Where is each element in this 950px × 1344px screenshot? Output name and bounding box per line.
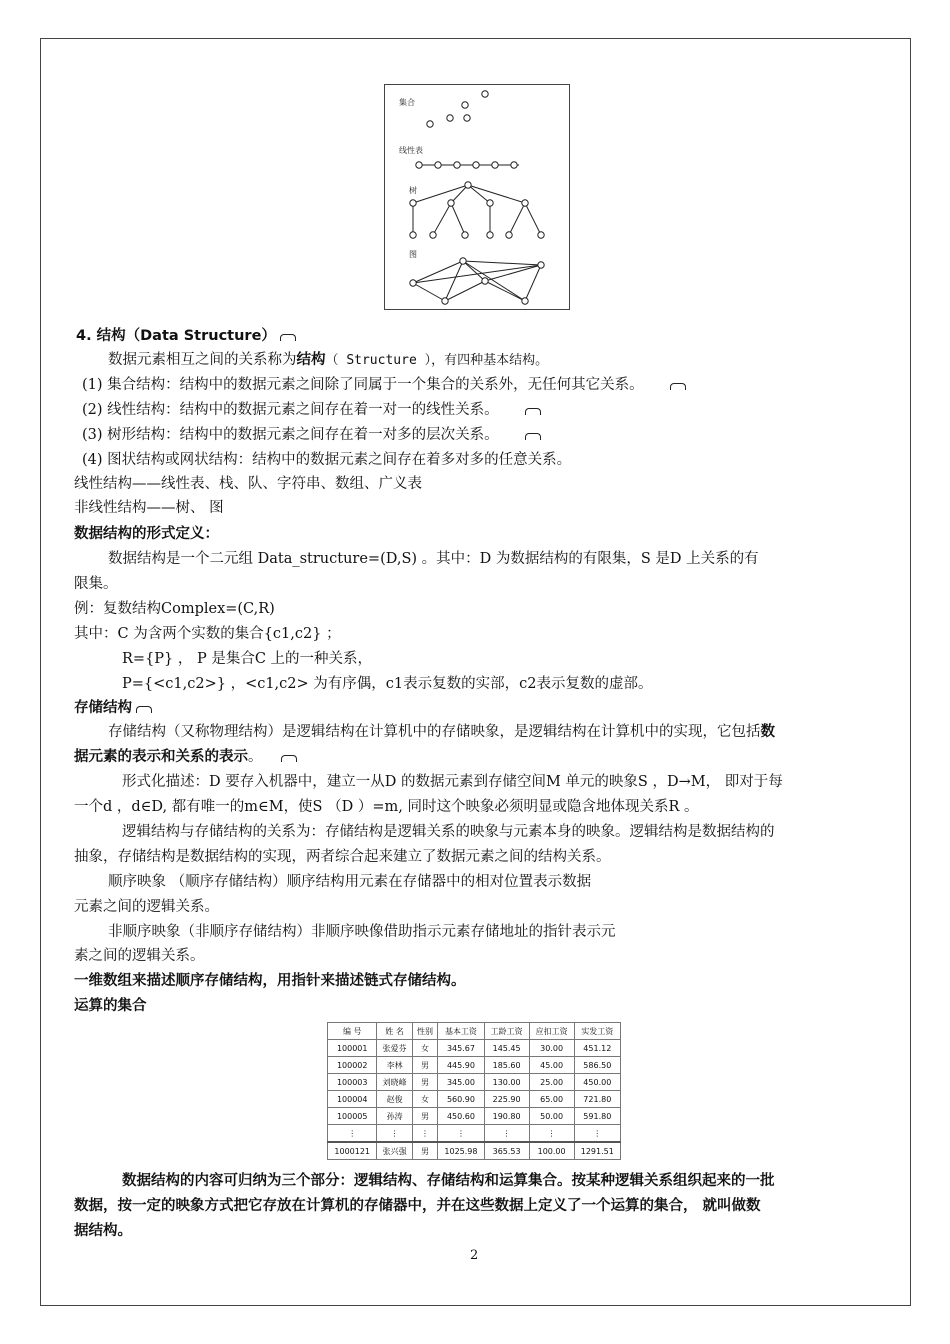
table-row: 100003 刘晓峰 男 345.00 130.00 25.00 450.00 bbox=[328, 1074, 621, 1091]
storage-p4-line1: 顺序映象 （顺序存储结构）顺序结构用元素在存储器中的相对位置表示数据 bbox=[108, 874, 592, 890]
set-node bbox=[462, 102, 468, 108]
nonlinear-structures: 非线性结构——树、 图 bbox=[74, 500, 224, 516]
storage-p2-line2: 一个d ，d∈D, 都有唯一的m∈M，使S （D ）=m, 同时这个映象必须明显或隐含地体现关系R 。 bbox=[74, 799, 699, 815]
storage-p1-line2: 据元素的表示和关系的表示。 bbox=[74, 747, 297, 767]
ops-title: 运算的集合 bbox=[74, 998, 147, 1014]
list-item-tree: (3) 树形结构：结构中的数据元素之间存在着一对多的层次关系。 bbox=[82, 425, 541, 445]
table-row: 100001 张爱芬 女 345.67 145.45 30.00 451.12 bbox=[328, 1040, 621, 1057]
storage-p2-line1: 形式化描述：D 要存入机器中，建立一从D 的数据元素到存储空间M 单元的映象S ，D→M， 即对于每 bbox=[122, 774, 783, 790]
structure-types-figure bbox=[384, 84, 570, 310]
storage-p4-line2: 元素之间的逻辑关系。 bbox=[74, 899, 219, 915]
edit-mark-icon bbox=[136, 706, 152, 713]
page-number: 2 bbox=[470, 1248, 479, 1263]
table-row: 100002 李林 男 445.90 185.60 45.00 586.50 bbox=[328, 1057, 621, 1074]
edit-mark-icon bbox=[525, 408, 541, 415]
structure-diagram bbox=[385, 85, 571, 311]
summary-line-1: 数据结构的内容可归纳为三个部分：逻辑结构、存储结构和运算集合。按某种逻辑关系组织起来的一批 bbox=[122, 1173, 775, 1189]
table-header: 姓 名 bbox=[377, 1023, 412, 1040]
storage-p3-line1: 逻辑结构与存储结构的关系为：存储结构是逻辑关系的映象与元素本身的映象。逻辑结构是数据结构的 bbox=[122, 824, 775, 840]
label-tree: 树 bbox=[409, 186, 417, 195]
edit-mark-icon bbox=[280, 334, 296, 341]
label-linear: 线性表 bbox=[399, 146, 423, 155]
storage-p6: 一维数组来描述顺序存储结构，用指针来描述链式存储结构。 bbox=[74, 973, 466, 989]
list-item-set: (1) 集合结构：结构中的数据元素之间除了同属于一个集合的关系外，无任何其它关系。 bbox=[82, 375, 686, 395]
set-node bbox=[464, 115, 470, 121]
summary-line-2: 数据，按一定的映象方式把它存放在计算机的存储器中，并在这些数据上定义了一个运算的集合， 就叫做数 bbox=[74, 1198, 761, 1214]
set-node bbox=[482, 91, 488, 97]
formal-title: 数据结构的形式定义： bbox=[74, 526, 219, 542]
storage-p1-line1: 存储结构（又称物理结构）是逻辑结构在计算机中的存储映象，是逻辑结构在计算机中的实现，它包括数 bbox=[108, 724, 775, 740]
section-intro: 数据元素相互之间的关系称为结构（ Structure ），有四种基本结构。 bbox=[108, 352, 549, 368]
table-header-row bbox=[328, 1023, 621, 1040]
formal-line-2: 限集。 bbox=[74, 576, 118, 592]
storage-title: 存储结构 bbox=[74, 698, 152, 718]
table-header: 实发工资 bbox=[574, 1023, 620, 1040]
set-node bbox=[447, 115, 453, 121]
edit-mark-icon bbox=[281, 755, 297, 762]
list-item-linear: (2) 线性结构：结构中的数据元素之间存在着一对一的线性关系。 bbox=[82, 400, 541, 420]
table-header: 工龄工资 bbox=[484, 1023, 529, 1040]
summary-line-3: 据结构。 bbox=[74, 1223, 132, 1239]
set-node bbox=[427, 121, 433, 127]
edit-mark-icon bbox=[525, 433, 541, 440]
salary-table bbox=[327, 1022, 621, 1160]
table-row: 1000121 张兴强 男 1025.98 365.53 100.00 1291.51 bbox=[328, 1142, 621, 1160]
storage-p5-line2: 素之间的逻辑关系。 bbox=[74, 948, 205, 964]
label-graph: 图 bbox=[409, 250, 417, 259]
formal-line-6: P={<c1,c2>} ，<c1,c2> 为有序偶，c1表示复数的实部，c2表示复数的虚部。 bbox=[122, 676, 653, 692]
label-set: 集合 bbox=[399, 98, 415, 107]
table-header: 应扣工资 bbox=[529, 1023, 574, 1040]
section-heading: 4. 结构（Data Structure） bbox=[76, 326, 296, 346]
storage-p3-line2: 抽象，存储结构是数据结构的实现，两者综合起来建立了数据元素之间的结构关系。 bbox=[74, 849, 611, 865]
storage-p5-line1: 非顺序映象（非顺序存储结构）非顺序映像借助指示元素存储地址的指针表示元 bbox=[108, 924, 616, 940]
table-row: 100004 赵俊 女 560.90 225.90 65.00 721.80 bbox=[328, 1091, 621, 1108]
linear-structures: 线性结构——线性表、栈、队、字符串、数组、广义表 bbox=[74, 476, 422, 492]
edit-mark-icon bbox=[670, 383, 686, 390]
table-row: 100005 孙涛 男 450.60 190.80 50.00 591.80 bbox=[328, 1108, 621, 1125]
formal-line-5: R={P} ， P 是集合C 上的一种关系， bbox=[122, 651, 373, 667]
table-header: 编 号 bbox=[328, 1023, 377, 1040]
list-item-graph: (4) 图状结构或网状结构：结构中的数据元素之间存在着多对多的任意关系。 bbox=[82, 452, 572, 468]
formal-line-4: 其中：C 为含两个实数的集合{c1,c2} ； bbox=[74, 626, 341, 642]
formal-line-1: 数据结构是一个二元组 Data_structure=(D,S) 。其中：D 为数据结构的有限集，S 是D 上关系的有 bbox=[108, 551, 759, 567]
formal-line-3: 例：复数结构Complex=(C,R) bbox=[74, 601, 275, 617]
table-header: 基本工资 bbox=[438, 1023, 484, 1040]
table-header: 性别 bbox=[412, 1023, 438, 1040]
table-row-ellipsis: ⋮ ⋮ ⋮ ⋮ ⋮ ⋮ ⋮ bbox=[328, 1125, 621, 1143]
